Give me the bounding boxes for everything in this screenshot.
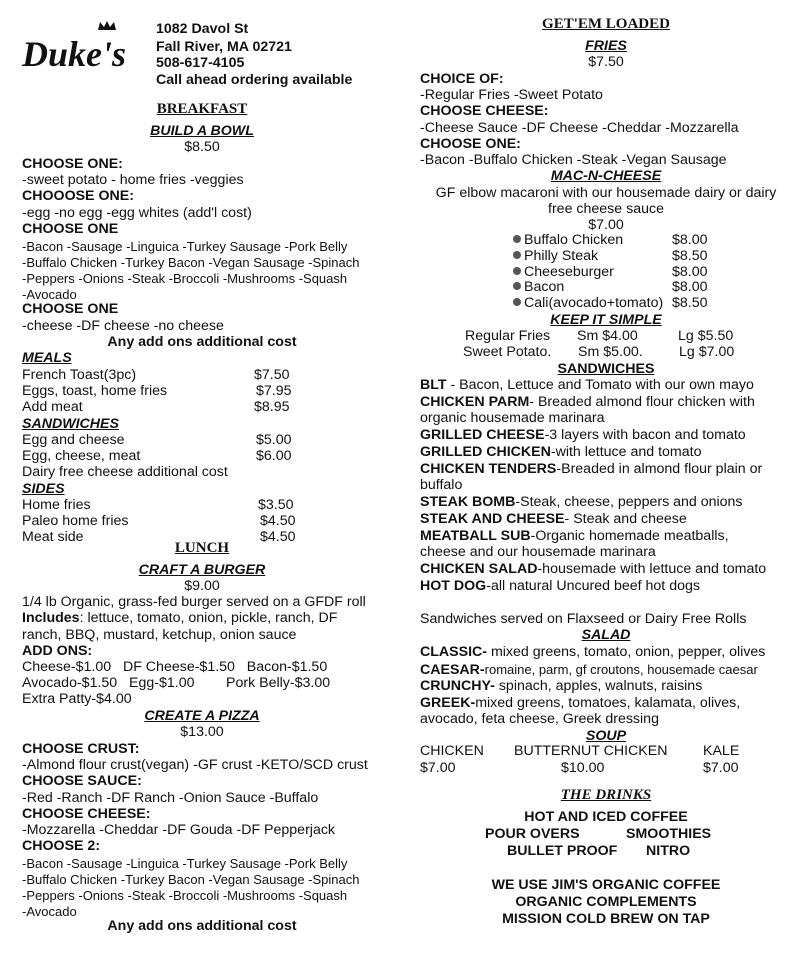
side-item-name: Paleo home fries [22,513,129,529]
sandwich-item [420,444,701,461]
fries-line: CHOICE OF: [420,71,504,87]
sandwich-desc: -3 layers with bacon and tomato [544,427,746,443]
sandwich-item [420,578,700,595]
sandwich-item [420,494,743,511]
addon-line: Avocado-$1.50 Egg-$1.00 Pork Belly-$3.00 [22,675,331,691]
mac-option [513,295,663,312]
mac-option [513,248,598,265]
mac-n-cheese-heading: MAC-N-CHEESE [550,168,662,184]
fries-line: -Regular Fries -Sweet Potato [420,87,603,103]
sandwich-desc: buffalo [420,477,463,493]
pizza-line: CHOOSE CHEESE: [22,806,151,822]
salad-item [420,644,765,661]
sandwich-desc: -with lettuce and tomato [550,444,702,460]
simple-item-large: Lg $5.50 [678,328,734,344]
fries-line: CHOOSE CHEESE: [420,103,549,119]
meal-item-name: Add meat [22,399,83,415]
pizza-line: -Red -Ranch -DF Ranch -Onion Sauce -Buffalo [22,790,319,806]
mac-option-price: $8.50 [672,295,708,311]
salad-name: CAESAR- [420,662,485,678]
includes-text: : lettuce, tomato, onion, pickle, ranch, DF [79,610,338,626]
pizza-line: -Mozzarella -Cheddar -DF Gouda -DF Pepperjack [22,822,336,838]
fries-line: CHOOSE ONE: [420,136,521,152]
breakfast-sandwich-price: $5.00 [256,432,292,448]
ordering-note: Call ahead ordering available [156,72,353,88]
coffee-note-3: MISSION COLD BREW ON TAP [502,911,710,927]
sandwich-name: GRILLED CHEESE [420,427,545,443]
sandwich-item [420,544,656,561]
craft-burger-heading: CRAFT A BURGER [138,562,266,578]
bowl-line: -Peppers -Onions -Steak -Broccoli -Mushrooms -Squash [22,271,348,286]
sandwich-item [420,377,754,394]
bullet-icon [513,235,521,243]
pizza-line: -Avocado [22,904,77,919]
side-item-price: $4.50 [260,513,296,529]
sandwich-name: BLT [420,377,447,393]
salad-item [420,711,659,728]
sandwich-name: CHICKEN SALAD [420,561,538,577]
drinks-line-1: HOT AND ICED COFFEE [524,809,688,825]
craft-burger-price: $9.00 [184,578,220,594]
meal-item-name: Eggs, toast, home fries [22,383,168,399]
pizza-addon-note: Any add ons additional cost [107,918,297,934]
mac-option-name: Cheeseburger [524,264,614,280]
pizza-line: CHOOSE 2: [22,838,101,854]
pizza-line: -Almond flour crust(vegan) -GF crust -KETO/SCD crust [22,757,368,773]
breakfast-sandwich-name: Egg and cheese [22,432,125,448]
sandwich-desc: - Bacon, Lettuce and Tomato with our own mayo [446,377,754,393]
mac-option-name: Cali(avocado+tomato) [524,295,664,311]
bowl-line: CHOOSE ONE: [22,156,123,172]
drinks-bullet-proof: BULLET PROOF [507,843,618,859]
address-line-1: 1082 Davol St [156,21,249,37]
simple-item-name: Regular Fries [465,328,551,344]
sandwich-desc: -Breaded in almond flour plain or [556,461,763,477]
simple-item-name: Sweet Potato. [463,344,552,360]
mac-description-2: free cheese sauce [548,201,664,217]
addon-line: Extra Patty-$4.00 [22,691,132,707]
coffee-note-1: WE USE JIM'S ORGANIC COFFEE [491,877,721,893]
salad-desc: avocado, feta cheese, Greek dressing [420,711,659,727]
bullet-icon [513,298,521,306]
fries-line: -Cheese Sauce -DF Cheese -Cheddar -Mozzarella [420,120,739,136]
phone-number[interactable]: 508-617-4105 [156,55,245,71]
bowl-line: CHOOOSE ONE: [22,188,134,204]
drinks-smoothies: SMOOTHIES [626,826,712,842]
salad-item [420,678,702,695]
bowl-line: -Bacon -Sausage -Linguica -Turkey Sausage -Pork Belly [22,239,348,254]
salad-desc: mixed greens, tomato, onion, pepper, olives [487,644,766,660]
salad-name: CRUNCHY- [420,678,495,694]
salad-item [420,695,740,712]
sides-heading: SIDES [22,481,65,497]
side-item-name: Home fries [22,497,91,513]
fries-price: $7.50 [588,54,624,70]
mac-option [513,279,564,296]
soup-name: KALE [703,743,740,759]
sandwich-desc: - Steak and cheese [564,511,687,527]
pizza-line: CHOOSE CRUST: [22,741,140,757]
salad-desc: romaine, parm, gf croutons, housemade caesar [484,662,758,677]
mac-option-price: $8.50 [672,248,708,264]
sandwich-item [420,528,729,545]
bowl-line: -Buffalo Chicken -Turkey Bacon -Vegan Sausage -Spinach [22,255,360,270]
sandwich-item [420,394,755,411]
pizza-line: -Bacon -Sausage -Linguica -Turkey Sausage -Pork Belly [22,856,348,871]
fries-line: -Bacon -Buffalo Chicken -Steak -Vegan Sausage [420,152,727,168]
logo-text: Duke's [22,34,127,74]
pizza-line: CHOOSE SAUCE: [22,773,142,789]
mac-option-price: $8.00 [672,264,708,280]
soup-name: BUTTERNUT CHICKEN [514,743,668,759]
build-bowl-price: $8.50 [184,139,220,155]
mac-option-name: Bacon [524,279,565,295]
sandwich-item [420,461,762,478]
burger-includes [22,610,337,627]
bullet-icon [513,267,521,275]
sandwich-desc: - Breaded almond flour chicken with [529,394,755,410]
salad-heading: SALAD [581,627,631,643]
sandwich-name: CHICKEN PARM [420,394,530,410]
meal-item-price: $7.95 [256,383,292,399]
mac-description-1: GF elbow macaroni with our housemade dairy or dairy [435,185,777,201]
bowl-line: -sweet potato - home fries -veggies [22,172,244,188]
meal-item-price: $7.50 [254,367,290,383]
crown-icon [98,21,116,30]
coffee-note-2: ORGANIC COMPLEMENTS [515,894,697,910]
mac-option-name: Buffalo Chicken [524,232,624,248]
simple-item-large: Lg $7.00 [679,344,735,360]
soup-name: CHICKEN [420,743,484,759]
breakfast-sandwiches-heading: SANDWICHES [22,416,119,432]
simple-item-small: Sm $5.00. [578,344,643,360]
drinks-heading: THE DRINKS [560,787,652,803]
mac-price: $7.00 [588,217,624,233]
burger-includes-2: ranch, BBQ, mustard, ketchup, onion sauce [22,627,297,643]
bowl-line: CHOOSE ONE [22,301,119,317]
sandwich-desc: -all natural Uncured beef hot dogs [486,578,700,594]
salad-name: GREEK- [420,695,476,711]
get-em-loaded-heading: GET'EM LOADED [542,16,670,32]
sandwich-name: MEATBALL SUB [420,528,531,544]
sandwich-item [420,427,746,444]
dukes-logo [20,18,130,78]
sandwich-item [420,477,462,494]
salad-name: CLASSIC- [420,644,487,660]
mac-option [513,232,623,249]
simple-item-small: Sm $4.00 [577,328,638,344]
breakfast-heading: BREAKFAST [156,101,248,117]
sandwich-name: STEAK AND CHEESE [420,511,565,527]
sandwich-name: CHICKEN TENDERS [420,461,557,477]
soup-price: $7.00 [420,760,456,776]
includes-label: Includes [22,610,80,626]
sandwich-item [420,410,605,427]
sandwich-desc: -Organic homemade meatballs, [530,528,729,544]
sandwich-desc: -housemade with lettuce and tomato [537,561,767,577]
salad-desc: spinach, apples, walnuts, raisins [494,678,703,694]
meal-item-price: $8.95 [254,399,290,415]
drinks-pour-overs: POUR OVERS [485,826,580,842]
addon-line: Cheese-$1.00 DF Cheese-$1.50 Bacon-$1.50 [22,659,328,675]
dairy-free-note: Dairy free cheese additional cost [22,464,228,480]
mac-option-price: $8.00 [672,232,708,248]
breakfast-sandwich-name: Egg, cheese, meat [22,448,141,464]
burger-description: 1/4 lb Organic, grass-fed burger served on a GFDF roll [22,594,366,610]
create-pizza-heading: CREATE A PIZZA [144,708,260,724]
bullet-icon [513,282,521,290]
sandwich-rolls-note: Sandwiches served on Flaxseed or Dairy Free Rolls [420,611,747,627]
meals-heading: MEALS [22,350,72,366]
lunch-heading: LUNCH [174,540,230,556]
mac-option-name: Philly Steak [524,248,599,264]
sandwich-desc: organic housemade marinara [420,410,605,426]
breakfast-sandwich-price: $6.00 [256,448,292,464]
create-pizza-price: $13.00 [180,724,224,740]
sandwiches-heading: SANDWICHES [557,361,655,377]
soup-price: $7.00 [703,760,739,776]
salad-desc: mixed greens, tomatoes, kalamata, olives, [475,695,741,711]
salad-item [420,661,758,679]
bowl-addon-note: Any add ons additional cost [107,334,297,350]
mac-option-price: $8.00 [672,279,708,295]
soup-heading: SOUP [585,728,627,744]
sandwich-desc: -Steak, cheese, peppers and onions [515,494,743,510]
sandwich-desc: cheese and our housemade marinara [420,544,656,560]
bowl-line: -egg -no egg -egg whites (add'l cost) [22,205,252,221]
pizza-line: -Peppers -Onions -Steak -Broccoli -Mushrooms -Squash [22,888,348,903]
sandwich-name: STEAK BOMB [420,494,516,510]
build-bowl-heading: BUILD A BOWL [150,123,254,139]
address-line-2: Fall River, MA 02721 [156,39,292,55]
addons-heading: ADD ONS: [22,643,93,659]
sandwich-item [420,511,687,528]
sandwich-name: GRILLED CHICKEN [420,444,551,460]
sandwich-item [420,561,766,578]
side-item-price: $4.50 [260,529,296,545]
keep-it-simple-heading: KEEP IT SIMPLE [550,312,662,328]
drinks-nitro: NITRO [646,843,691,859]
bowl-line: -cheese -DF cheese -no cheese [22,318,224,334]
bullet-icon [513,251,521,259]
bowl-line: CHOOSE ONE [22,221,119,237]
pizza-line: -Buffalo Chicken -Turkey Bacon -Vegan Sausage -Spinach [22,872,360,887]
side-item-name: Meat side [22,529,84,545]
soup-price: $10.00 [561,760,605,776]
fries-heading: FRIES [585,38,627,54]
sandwich-name: HOT DOG [420,578,487,594]
bowl-line: -Avocado [22,287,77,302]
meal-item-name: French Toast(3pc) [22,367,137,383]
side-item-price: $3.50 [258,497,294,513]
